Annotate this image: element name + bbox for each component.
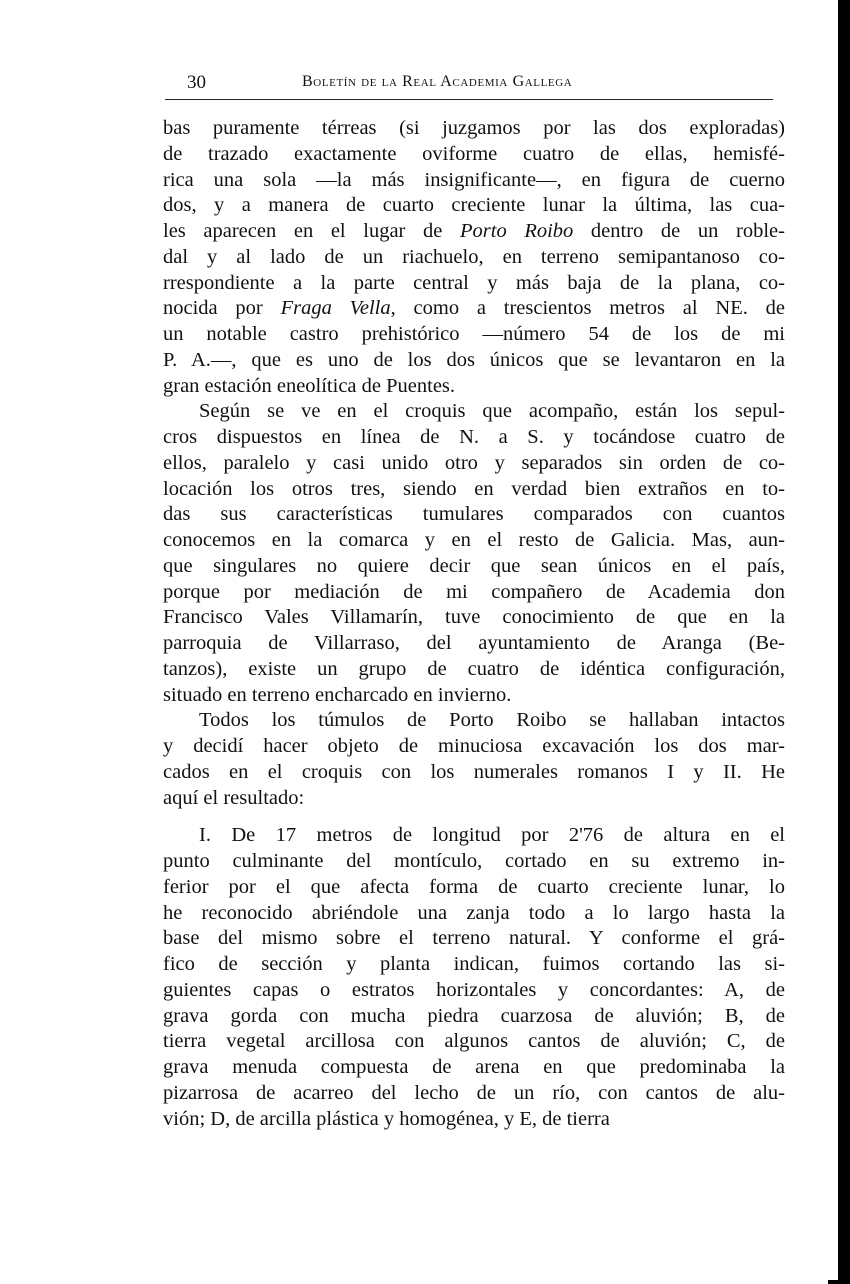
- scan-edge-foot: [828, 1280, 850, 1284]
- running-head: [165, 70, 773, 96]
- text-line: punto culminante del montículo, cortado en su extremo in-: [163, 850, 785, 872]
- text-line: un notable castro prehistórico —número 54 de los de mi: [163, 323, 785, 345]
- text-line: dos, y a manera de cuarto creciente lunar la última, las cua-: [163, 194, 785, 217]
- body-text: [163, 116, 785, 1132]
- text-line: pizarrosa de acarreo del lecho de un río, con cantos de alu-: [163, 1081, 785, 1104]
- text-line: Según se ve en el croquis que acompaño, están los sepul-: [199, 400, 785, 423]
- scan-edge-border: [838, 0, 850, 1284]
- text-line: parroquia de Villarraso, del ayuntamiento de Aranga (Be-: [163, 632, 785, 654]
- text-line: das sus características tumulares comparados con cuantos: [163, 503, 785, 526]
- text-line: cros dispuestos en línea de N. a S. y tocándose cuatro de: [163, 426, 785, 448]
- text-line: tierra vegetal arcillosa con algunos cantos de aluvión; C, de: [163, 1030, 785, 1053]
- text-line: gran estación eneolítica de Puentes.: [163, 374, 456, 397]
- journal-title: Boletín de la Real Academia Gallega: [302, 73, 573, 90]
- text-line: y decidí hacer objeto de minuciosa excavación los dos mar-: [163, 735, 785, 757]
- text-line: situado en terreno encharcado en invierno.: [163, 683, 512, 706]
- paragraph-croquis: [163, 399, 785, 708]
- text-line: P. A.—, que es uno de los dos únicos que se levantaron en la: [163, 348, 785, 371]
- italic-place-name: Fraga Vella: [280, 297, 391, 320]
- text-line: aquí el resultado:: [163, 786, 305, 809]
- text-line: de trazado exactamente oviforme cuatro de ellas, hemisfé-: [163, 142, 785, 165]
- text-line: locación los otros tres, siendo en verdad bien extraños en to-: [163, 477, 785, 500]
- text-line: ellos, paralelo y casi unido otro y separados sin orden de co-: [163, 451, 785, 474]
- text-line: que singulares no quiere decir que sean únicos en el país,: [163, 554, 785, 577]
- page-number: 30: [187, 72, 206, 93]
- text-line: porque por mediación de mi compañero de Academia don: [163, 580, 785, 603]
- text-line: les aparecen en el lugar de Porto Roibo dentro de un roble-: [163, 220, 785, 242]
- paragraph-continuation: [163, 116, 785, 399]
- text-line: grava menuda compuesta de arena en que predominaba la: [163, 1056, 785, 1078]
- text-line: grava gorda con mucha piedra cuarzosa de aluvión; B, de: [163, 1004, 785, 1027]
- italic-place-name: Porto Roibo: [460, 220, 574, 242]
- text-line: Francisco Vales Villamarín, tuve conocimiento de que en la: [163, 606, 785, 629]
- text-line: tanzos), existe un grupo de cuatro de idéntica configuración,: [163, 657, 785, 680]
- text-line: vión; D, de arcilla plástica y homogénea, y E, de tierra: [163, 1107, 610, 1130]
- text-line: ferior por el que afecta forma de cuarto creciente lunar, lo: [163, 875, 785, 898]
- paragraph-todos: [163, 708, 785, 811]
- text-line: base del mismo sobre el terreno natural. Y conforme el grá-: [163, 927, 785, 950]
- text-line: conocemos en la comarca y en el resto de Galicia. Mas, aun-: [163, 529, 785, 551]
- paragraph-tumulo-I: [163, 823, 785, 1132]
- text-line: nocida por Fraga Vella, como a trescientos metros al NE. de: [163, 297, 785, 320]
- header-rule: [165, 99, 773, 100]
- text-line: dal y al lado de un riachuelo, en terreno semipantanoso co-: [163, 245, 785, 268]
- text-line: Todos los túmulos de Porto Roibo se hallaban intactos: [199, 709, 785, 732]
- text-line: he reconocido abriéndole una zanja todo a lo largo hasta la: [163, 901, 785, 924]
- text-line: cados en el croquis con los numerales romanos I y II. He: [163, 760, 785, 783]
- text-line: guientes capas o estratos horizontales y concordantes: A, de: [163, 978, 785, 1001]
- text-line: I. De 17 metros de longitud por 2'76 de altura en el: [199, 824, 785, 847]
- text-line: fico de sección y planta indican, fuimos cortando las si-: [163, 953, 785, 975]
- paragraph-gap: [163, 811, 785, 823]
- text-line: bas puramente térreas (si juzgamos por las dos exploradas): [163, 117, 785, 139]
- text-line: rica una sola —la más insignificante—, en figura de cuerno: [163, 168, 785, 191]
- text-line: rrespondiente a la parte central y más baja de la plana, co-: [163, 271, 785, 294]
